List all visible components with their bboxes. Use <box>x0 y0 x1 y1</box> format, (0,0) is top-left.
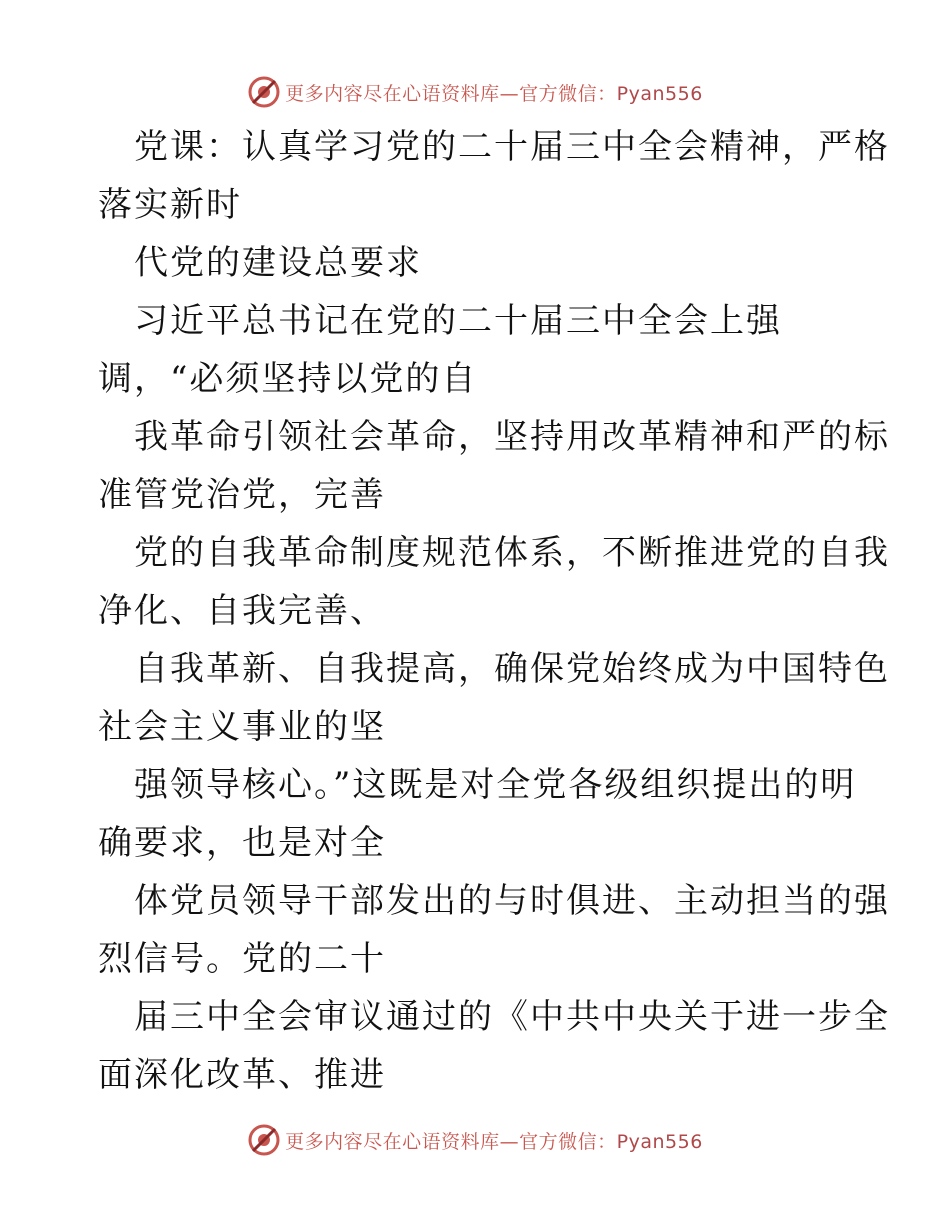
text-line: 调，“必须坚持以党的自 <box>98 359 478 399</box>
text-line: 确要求，也是对全 <box>98 823 386 863</box>
text-line: 烈信号。党的二十 <box>98 939 386 979</box>
logo-icon <box>247 1123 281 1157</box>
text-line: 落实新时 <box>98 185 242 225</box>
footer-banner <box>0 1120 950 1160</box>
text-line: 习近平总书记在党的二十届三中全会上强 <box>134 301 782 341</box>
text-line: 净化、自我完善、 <box>98 591 386 631</box>
wechat-id: Pyan556 <box>616 82 703 105</box>
banner-text: 更多内容尽在心语资料库—官方微信：Pyan556 <box>285 82 703 105</box>
text-line: 届三中全会审议通过的《中共中央关于进一步全 <box>134 997 890 1037</box>
text-line: 社会主义事业的坚 <box>98 707 386 747</box>
text-line: 准管党治党，完善 <box>98 475 386 515</box>
text-line: 面深化改革、推进 <box>98 1055 386 1095</box>
text-line: 自我革新、自我提高，确保党始终成为中国特色 <box>134 649 890 689</box>
text-line: 党的自我革命制度规范体系，不断推进党的自我 <box>134 533 890 573</box>
text-line: 代党的建设总要求 <box>134 243 422 283</box>
logo-icon <box>247 75 281 109</box>
wechat-id: Pyan556 <box>616 1130 703 1153</box>
text-line: 党课：认真学习党的二十届三中全会精神，严格 <box>134 127 890 167</box>
banner-text: 更多内容尽在心语资料库—官方微信：Pyan556 <box>285 1130 703 1153</box>
text-line: 体党员领导干部发出的与时俱进、主动担当的强 <box>134 881 890 921</box>
header-banner <box>0 72 950 112</box>
text-line: 我革命引领社会革命，坚持用改革精神和严的标 <box>134 417 890 457</box>
text-line: 强领导核心。”这既是对全党各级组织提出的明 <box>134 765 857 805</box>
